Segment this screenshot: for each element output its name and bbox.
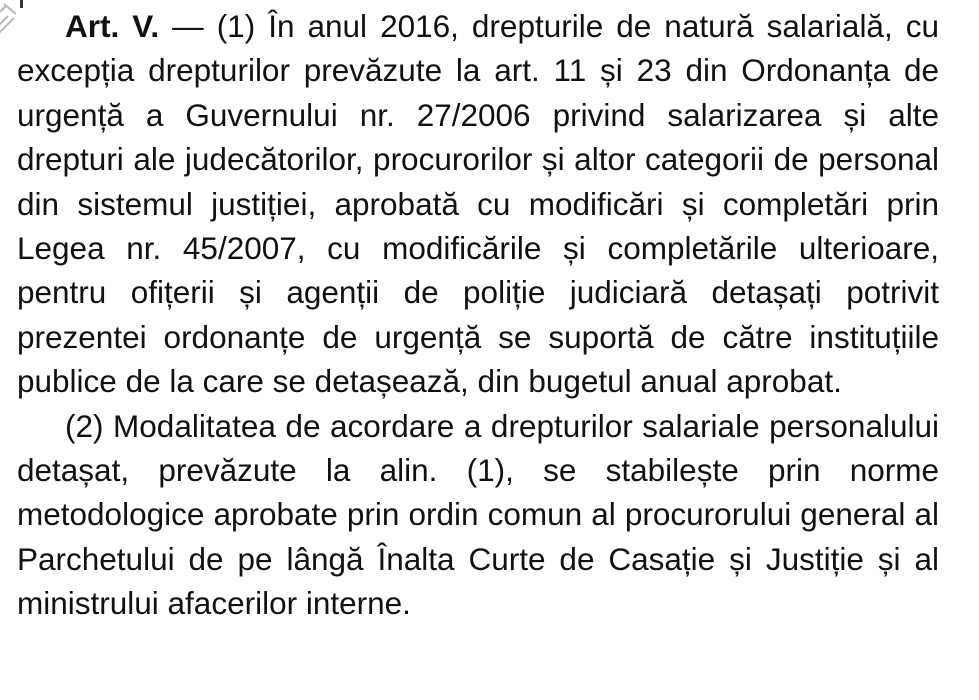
article-v — [17, 4, 939, 626]
paragraph-1 — [17, 4, 939, 404]
article-label: Art. V. — [65, 8, 160, 44]
paragraph-1-text: (1) În anul 2016, drepturile de natură salarială, cu excepția drepturilor prevăzute la art. 11 și 23 din Ordonanța de urgență a Guvernului nr. 27/2006 privind salarizarea și alte drepturi ale judecătorilor, procurorilor și altor categorii de personal din sistemul justiției, aprobată cu modificări și completări prin Legea nr. 45/2007, cu modificările și completările ulterioare, pentru ofițerii și agenții de poliție judiciară detașați potrivit prezentei ordonanțe de urgență se suportă de către instituțiile publice de la care se detașează, din bugetul anual aprobat. — [17, 8, 939, 400]
paragraph-2-text: (2) Modalitatea de acordare a drepturilor salariale personalului detașat, prevăzute la alin. (1), se stabilește prin norme metodologice aprobate prin ordin comun al procurorului general al Parchetului de pe lângă Înalta Curte de Casație și Justiție și al ministrului afacerilor interne. — [17, 407, 939, 622]
paragraph-2 — [17, 404, 939, 626]
article-dash: — — [159, 8, 217, 44]
